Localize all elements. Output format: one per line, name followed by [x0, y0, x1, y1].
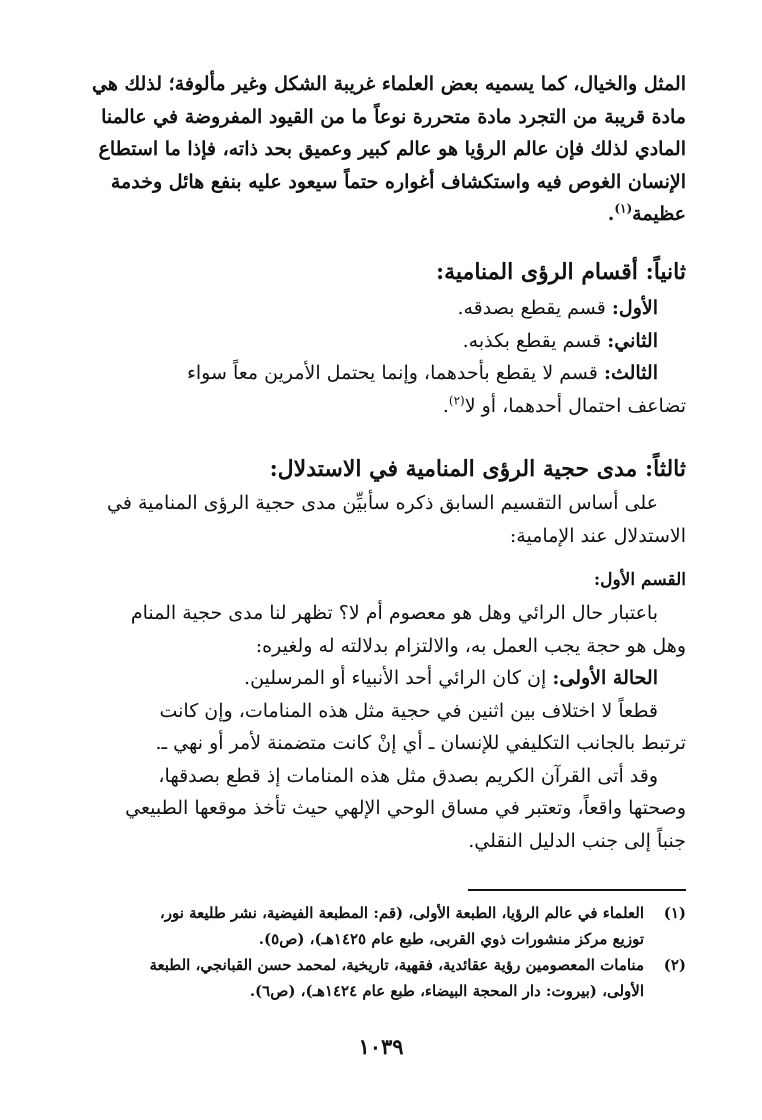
footnote-2 [78, 952, 686, 1004]
footnote-number: (١) [663, 904, 686, 922]
paragraph-line: وصحتها واقعاً، وتعتبر في مساق الوحي الإلهي حيث تأخذ موقعها الطبيعي [125, 797, 686, 819]
footnote-line: الأولى، (بيروت: دار المحجة البيضاء، طبع عام ١٤٢٤هـ)، (ص٦). [249, 982, 644, 1000]
case-text: إن كان الرائي أحد الأنبياء أو المرسلين. [244, 667, 547, 689]
divisions-list [78, 292, 686, 422]
division-item [78, 325, 686, 358]
footnote-line: العلماء في عالم الرؤيا، الطبعة الأولى، (قم: المطبعة الفيضية، نشر طليعة نور، [159, 904, 644, 922]
footnote-number: (٢) [663, 956, 686, 974]
division-label: الأول: [611, 297, 658, 319]
division-item [78, 357, 686, 390]
footnote-divider [468, 889, 686, 891]
paragraph-line: على أساس التقسيم السابق ذكره سأبيِّن مدى حجية الرؤى المنامية في [107, 492, 658, 514]
page-number: ١٠٣٩ [358, 1034, 404, 1059]
intro-paragraph [78, 68, 686, 231]
paragraph-text: عظيمة [632, 203, 686, 225]
division-item-continued: تضاعف احتمال أحدهما، أو لا$^{(٢)}$. [442, 393, 686, 417]
footnote-line: منامات المعصومين رؤية عقائدية، فقهية، تاريخية، لمحمد حسن القبانجي، الطبعة [149, 956, 644, 974]
paragraph-line: وقد أتى القرآن الكريم بصدق مثل هذه المنامات إذ قطع بصدقها، [158, 764, 658, 787]
case-label: الحالة الأولى: [552, 667, 658, 689]
division-text: تضاعف احتمال أحدهما، أو لا [464, 394, 686, 417]
paragraph-line: المادي لذلك فإن عالم الرؤيا هو عالم كبير وعميق بحد ذاته، فإذا ما استطاع [98, 138, 686, 160]
heading-prefix: ثانياً: [645, 259, 686, 285]
paragraph-line: ترتبط بالجانب التكليفي للإنسان ـ أي إنْ كانت متضمنة لأمر أو نهي ـ. [155, 732, 686, 754]
footnote-ref-2[interactable]: (٢) [448, 393, 465, 408]
division-text: قسم يقطع بصدقه. [457, 297, 606, 319]
section-first-heading: القسم الأول: [593, 570, 686, 590]
division-label: الثاني: [607, 329, 658, 352]
paragraph-line: الاستدلال عند الإمامية: [509, 524, 686, 547]
heading-title: أقسام الرؤى المنامية: [435, 259, 638, 285]
paragraph-line: عظيمة$^{(١)}$. [607, 201, 686, 225]
footnotes [78, 900, 686, 1004]
division-item [78, 292, 686, 325]
case-line [78, 662, 686, 695]
footnote-ref-1[interactable]: (١) [614, 201, 633, 216]
body-paragraphs [78, 597, 686, 857]
division-label: الثالث: [603, 362, 658, 384]
paragraph-line: باعتبار حال الرائي وهل هو معصوم أم لا؟ تظهر لنا مدى حجية المنام [130, 602, 658, 624]
footnote-1 [78, 900, 686, 952]
paragraph-line: مادة قريبة من التجرد مادة متحررة نوعاً ما من القيود المفروضة في عالمنا [101, 105, 686, 128]
heading-divisions [78, 255, 686, 289]
division-text: قسم لا يقطع بأحدهما، وإنما يحتمل الأمرين معاً سواء [186, 362, 598, 384]
heading-prefix: ثالثاً: [645, 456, 686, 482]
division-text: قسم يقطع بكذبه. [462, 329, 602, 352]
paragraph-line: المثل والخيال، كما يسميه بعض العلماء غريبة الشكل وغير مألوفة؛ لذلك هي [92, 73, 686, 95]
paragraph-line: جنباً إلى جنب الدليل النقلي. [468, 829, 686, 852]
paragraph-line: الإنسان الغوص فيه واستكشاف أغواره حتماً سيعود عليه بنفع هائل وخدمة [110, 170, 686, 193]
paragraph-line: قطعاً لا اختلاف بين اثنين في حجية مثل هذه المنامات، وإن كانت [159, 699, 658, 722]
footnote-line: توزيع مركز منشورات ذوي القربى، طبع عام ١٤٢٥هـ)، (ص٥). [258, 930, 644, 948]
section3-intro [78, 487, 686, 552]
heading-evidence [78, 452, 686, 486]
paragraph-line: وهل هو حجة يجب العمل به، والالتزام بدلالته له ولغيره: [255, 634, 686, 657]
heading-title: مدى حجية الرؤى المنامية في الاستدلال: [269, 456, 638, 482]
